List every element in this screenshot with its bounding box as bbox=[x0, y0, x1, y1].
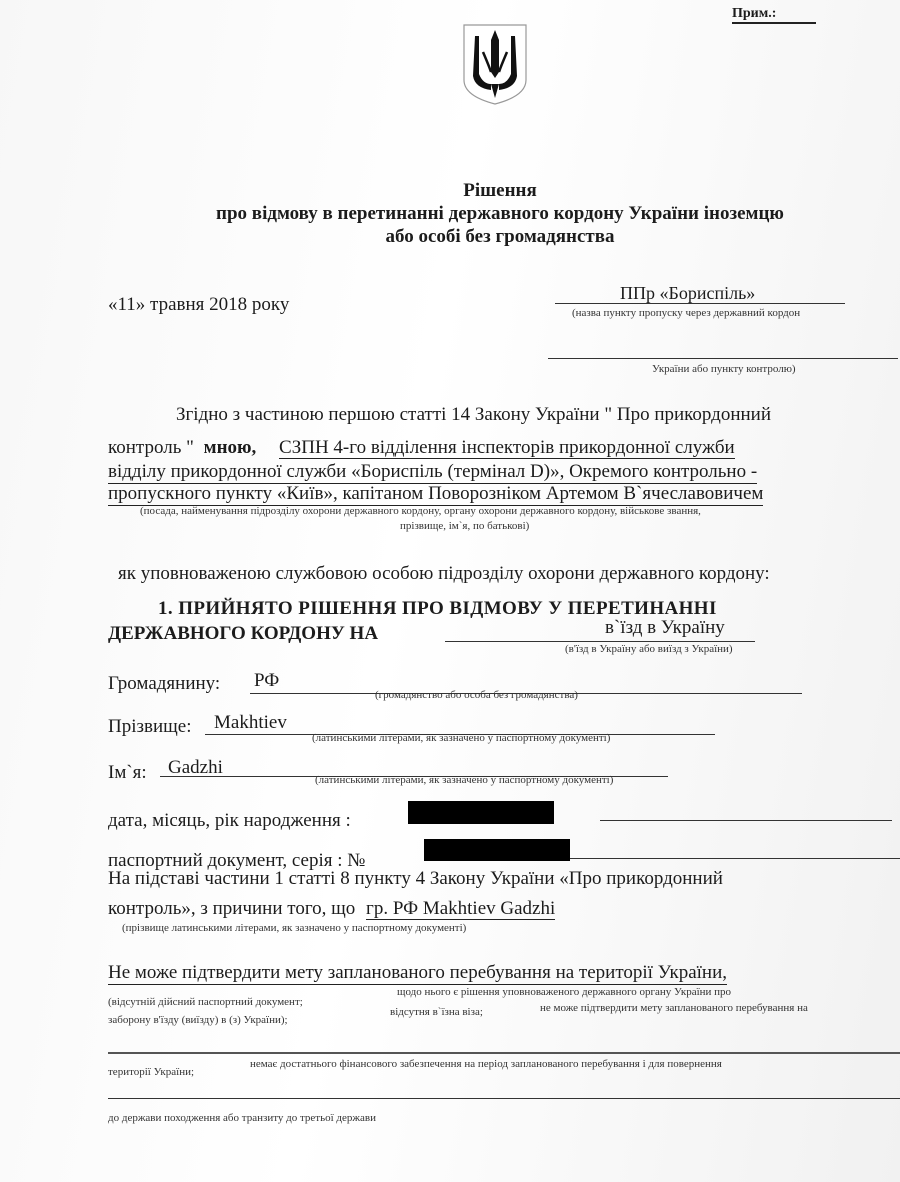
reason-option-e1: до держави походження або транзиту до третьої держави bbox=[108, 1112, 376, 1124]
citizenship-caption: (громадянство або особа без громадянства) bbox=[375, 689, 578, 701]
checkpoint-value: ППр «Бориспіль» bbox=[620, 283, 756, 303]
birth-redaction bbox=[408, 801, 554, 824]
reason-separator-1 bbox=[108, 1052, 900, 1054]
name-value: Gadzhi bbox=[168, 757, 223, 778]
decision-date: «11» травня 2018 року bbox=[108, 294, 290, 315]
surname-label: Прізвище: bbox=[108, 716, 192, 737]
body-line-1: Згідно з частиною першою статті 14 Закону України " Про прикордонний bbox=[176, 404, 772, 425]
checkpoint-caption-1: (назва пункту пропуску через державний кордон bbox=[572, 307, 801, 319]
title-line-2: про відмову в перетинанні державного кордону України іноземцю bbox=[216, 203, 784, 224]
citizenship-label: Громадянину: bbox=[108, 673, 221, 694]
passport-line bbox=[570, 858, 900, 859]
body-caption-1: (посада, найменування підрозділу охорони державного кордону, органу охорони державного кордону, військове звання, bbox=[140, 505, 701, 517]
checkpoint-line bbox=[555, 303, 845, 304]
basis-caption: (прізвище латинськими літерами, як зазначено у паспортному документі) bbox=[122, 922, 467, 934]
body-line-2-prefix: контроль " bbox=[108, 437, 194, 458]
basis-line-2 bbox=[108, 898, 555, 920]
decision-value: в`їзд в Україну bbox=[605, 617, 725, 638]
basis-line-2-prefix: контроль», з причини того, що bbox=[108, 898, 356, 919]
surname-caption: (латинськими літерами, як зазначено у паспортному документі) bbox=[312, 732, 611, 744]
birth-label: дата, місяць, рік народження : bbox=[108, 810, 351, 831]
body-line-2 bbox=[108, 437, 735, 459]
body-caption-2: прізвище, ім`я, по батькові) bbox=[400, 520, 530, 532]
decision-caption: (в'їзд в Україну або виїзд з України) bbox=[565, 643, 733, 655]
reason-option-b1: щодо нього є рішення уповноваженого державного органу України про bbox=[397, 986, 732, 998]
reason-option-a2: заборону в'їзду (виїзду) в (з) України); bbox=[108, 1014, 288, 1026]
surname-value: Makhtiev bbox=[214, 712, 287, 733]
basis-line-1: На підставі частини 1 статті 8 пункту 4 Закону України «Про прикордонний bbox=[108, 868, 723, 889]
basis-person: гр. РФ Makhtiev Gadzhi bbox=[366, 898, 556, 919]
decision-value-line bbox=[445, 641, 755, 642]
checkpoint-caption-2: України або пункту контролю) bbox=[652, 363, 796, 375]
title-line-3: або особі без громадянства bbox=[385, 226, 615, 247]
reason-option-c2: не може підтвердити мету запланованого перебування на bbox=[540, 1002, 808, 1014]
decision-line-1: 1. ПРИЙНЯТО РІШЕННЯ ПРО ВІДМОВУ У ПЕРЕТИНАННІ bbox=[158, 598, 717, 619]
reason-separator-2 bbox=[108, 1098, 900, 1099]
name-caption: (латинськими літерами, як зазначено у паспортному документі) bbox=[315, 774, 614, 786]
reason-option-d2: немає достатнього фінансового забезпечення на період запланованого перебування і для повернення bbox=[250, 1058, 722, 1070]
citizenship-value: РФ bbox=[254, 670, 280, 691]
passport-redaction bbox=[424, 839, 570, 861]
body-line-5: як уповноваженою службовою особою підрозділу охорони державного кордону: bbox=[118, 563, 770, 584]
coat-of-arms-emblem bbox=[461, 22, 529, 106]
officer-unit: СЗПН 4-го відділення інспекторів прикордонної служби bbox=[279, 437, 735, 458]
note-label: Прим.: bbox=[732, 6, 816, 24]
reason-option-d1: території України; bbox=[108, 1066, 195, 1078]
body-line-4: пропускного пункту «Київ», капітаном Поворозніком Артемом В`ячеславовичем bbox=[108, 483, 764, 504]
decision-line-2 bbox=[108, 623, 378, 645]
body-line-3: відділу прикордонної служби «Бориспіль (термінал D)», Окремого контрольно - bbox=[108, 461, 758, 482]
title-line-1: Рішення bbox=[463, 180, 537, 201]
body-line-2-bold: мною, bbox=[203, 437, 257, 458]
passport-label-text: паспортний документ, серія : bbox=[108, 850, 343, 871]
checkpoint-line-2 bbox=[548, 358, 898, 359]
birth-line bbox=[600, 820, 892, 821]
reason-option-a1: (відсутній дійсний паспортний документ; bbox=[108, 996, 303, 1008]
refusal-reason: Не може підтвердити мету запланованого перебування на території України, bbox=[108, 962, 728, 983]
decision-line-2-label: ДЕРЖАВНОГО КОРДОНУ НА bbox=[108, 623, 379, 644]
reason-option-b2: відсутня в`їзна віза; bbox=[390, 1006, 483, 1018]
name-label: Ім`я: bbox=[108, 762, 147, 783]
passport-number-sign: № bbox=[347, 850, 366, 871]
